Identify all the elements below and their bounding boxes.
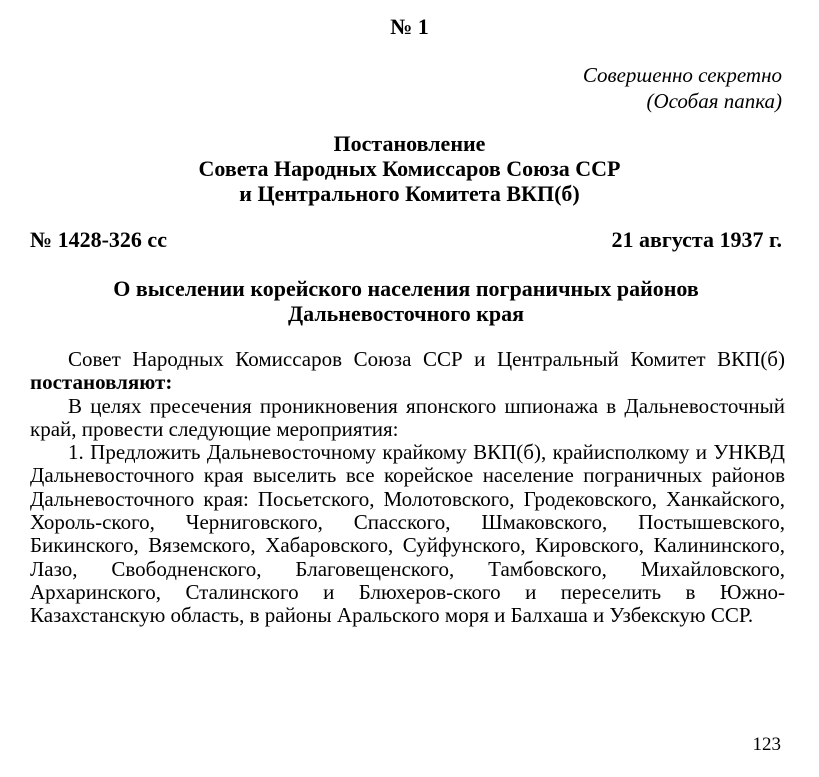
subject-line-2: Дальневосточного края [287, 301, 525, 326]
paragraph-resolution [30, 348, 785, 395]
document-subject [30, 276, 782, 326]
heading-line-2: Совета Народных Комиссаров Союза ССР [198, 156, 621, 181]
registration-number: № 1428-326 сс [30, 227, 167, 252]
subject-line-1: О выселении корейского населения пограничных районов [113, 276, 699, 301]
paragraph-purpose: В целях пресечения проникновения японского шпионажа в Дальневосточный край, провести следующие мероприятия: [30, 393, 785, 441]
document-heading [0, 131, 819, 206]
document-body [30, 348, 785, 628]
document-date: 21 августа 1937 г. [611, 227, 782, 252]
paragraph-item-1: 1. Предложить Дальневосточному крайкому ВКП(б), крайисполкому и УНКВД Дальневосточного края выселить все корейское население пограничных районов Дальневосточного края: Посьетского, Молотовского, Гродековского, Ханкайского, Хороль-ского, Черниговского, Спасского, Шмаковского, Постышевского, Бикинского, Вяземского, Хабаровского, Суйфунского, Кировского, Калининского, Лазо, Свободненского, Благовещенского, Тамбовского, Михайловского, Архаринского, Сталинского и Блюхеров-ского и переселить в Южно-Казахстанскую область, в районы Аральского моря и Балхаша и Узбекскую ССР. [30, 440, 785, 628]
heading-line-3: и Центрального Комитета ВКП(б) [239, 181, 580, 206]
secrecy-classification [583, 62, 782, 114]
paragraph-resolution-bold: постановляют: [30, 370, 173, 395]
classification-line-2: (Особая папка) [646, 89, 782, 113]
paragraph-resolution-text: Совет Народных Комиссаров Союза ССР и Центральный Комитет ВКП(б) [68, 347, 785, 371]
heading-line-1: Постановление [333, 131, 486, 156]
page-number: 123 [752, 734, 781, 755]
classification-line-1: Совершенно секретно [582, 63, 782, 87]
document-number: № 1 [390, 14, 429, 39]
